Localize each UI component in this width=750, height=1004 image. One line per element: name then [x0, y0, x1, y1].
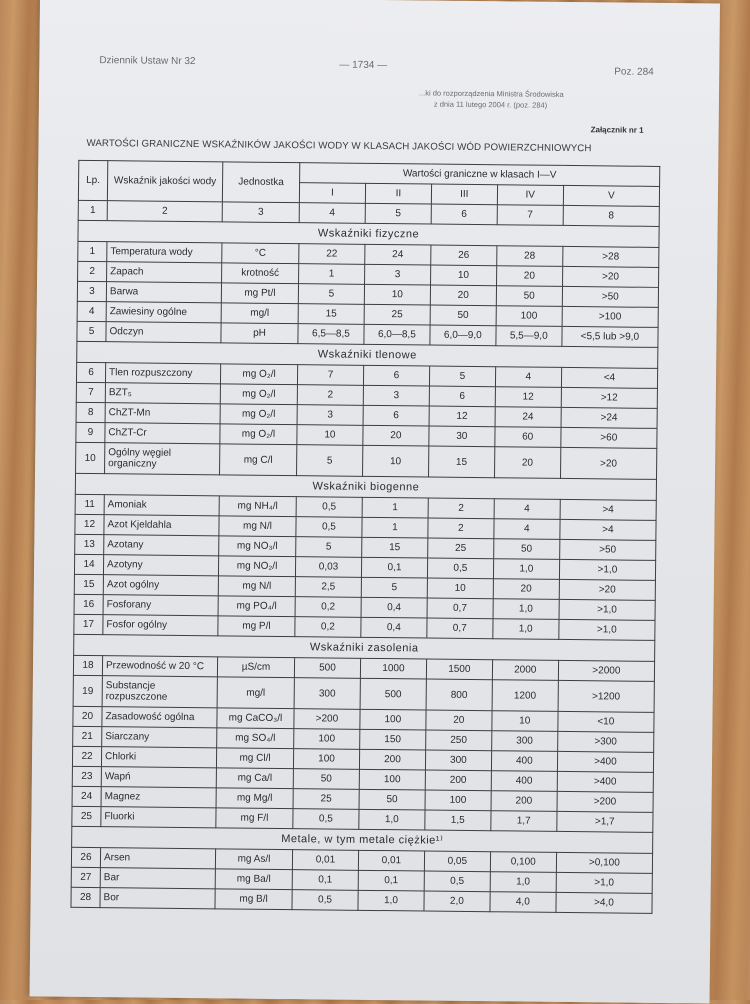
limit-value-class-4: 1200 — [492, 680, 558, 712]
limit-value-class-5: >100 — [562, 306, 658, 327]
limit-value-class-1: 100 — [293, 749, 359, 770]
column-number: 1 — [78, 200, 107, 220]
limit-value-class-3: 200 — [425, 770, 491, 791]
limit-value-class-1: 500 — [294, 658, 360, 679]
column-number: 4 — [299, 203, 365, 224]
indicator-unit: mg F/l — [216, 808, 293, 829]
row-number: 21 — [73, 726, 102, 746]
indicator-name: Zapach — [107, 262, 222, 283]
limit-value-class-1: 0,2 — [295, 597, 361, 618]
indicator-unit: mg O₂/l — [220, 404, 297, 425]
limit-value-class-5: <10 — [558, 711, 654, 732]
indicator-name: Bor — [100, 888, 215, 909]
indicator-name: Chlorki — [101, 747, 216, 768]
indicator-unit: mg SO₄/l — [217, 728, 294, 749]
limit-value-class-3: 1,5 — [425, 810, 491, 831]
limit-value-class-4: 24 — [495, 407, 561, 428]
limit-value-class-2: 100 — [359, 769, 425, 790]
limit-value-class-1: 0,5 — [296, 517, 362, 538]
limit-value-class-3: 300 — [425, 750, 491, 771]
indicator-name: Zawiesiny ogólne — [106, 302, 221, 323]
limit-value-class-1: 5 — [296, 537, 362, 558]
limit-value-class-3: 2,0 — [424, 891, 490, 912]
limit-value-class-3: 5 — [429, 366, 495, 387]
limit-value-class-4: 50 — [493, 539, 559, 560]
limit-value-class-1: 0,1 — [292, 870, 358, 891]
limit-value-class-2: 20 — [363, 425, 429, 446]
section-title: Wskaźniki zasolenia — [74, 634, 655, 661]
limit-value-class-5: >0,100 — [556, 852, 652, 873]
limit-value-class-5: >20 — [559, 579, 655, 600]
column-number: 6 — [431, 204, 497, 225]
indicator-name: Azotyny — [103, 555, 218, 576]
row-number: 10 — [76, 442, 105, 473]
limit-value-class-3: 26 — [431, 245, 497, 266]
section-title: Wskaźniki biogenne — [75, 473, 656, 500]
indicator-unit: µS/cm — [217, 657, 294, 678]
limit-value-class-1: 3 — [297, 405, 363, 426]
limit-value-class-5: >60 — [561, 427, 657, 448]
column-number: 3 — [222, 202, 299, 223]
limit-value-class-2: 24 — [365, 244, 431, 265]
indicator-unit: mg O₂/l — [220, 424, 297, 445]
indicator-unit: mg CaCO₃/l — [217, 708, 294, 729]
class-header: II — [365, 183, 431, 204]
indicator-unit: mg Cl/l — [216, 748, 293, 769]
row-number: 22 — [72, 746, 101, 766]
row-number: 27 — [71, 867, 100, 887]
limit-value-class-1: 7 — [297, 365, 363, 386]
header-limits: Wartości graniczne w klasach I—V — [300, 163, 660, 187]
indicator-unit: mg B/l — [215, 889, 292, 910]
row-number: 16 — [74, 594, 103, 614]
limit-value-class-2: 50 — [359, 789, 425, 810]
limit-value-class-5: >1,0 — [559, 599, 655, 620]
limit-value-class-4: 1,7 — [491, 811, 557, 832]
limit-value-class-4: 100 — [496, 306, 562, 327]
limit-value-class-5: >1,0 — [556, 872, 652, 893]
class-header: V — [563, 185, 659, 206]
limit-value-class-5: >50 — [559, 539, 655, 560]
indicator-unit: pH — [221, 323, 298, 344]
page-number: — 1734 — — [339, 59, 388, 72]
limit-value-class-3: 0,05 — [424, 851, 490, 872]
regulation-line-2: z dnia 11 lutego 2004 r. (poz. 284) — [433, 99, 548, 110]
limit-value-class-4: 1,0 — [493, 599, 559, 620]
attachment-label: Załącznik nr 1 — [590, 125, 644, 135]
limit-value-class-4: 400 — [491, 771, 557, 792]
row-number: 3 — [77, 281, 106, 301]
header-indicator: Wskaźnik jakości wody — [107, 161, 222, 202]
limit-value-class-5: >20 — [562, 266, 658, 287]
limit-value-class-3: 20 — [430, 285, 496, 306]
limit-value-class-2: 0,4 — [361, 617, 427, 638]
limit-value-class-2: 5 — [361, 577, 427, 598]
row-number: 19 — [73, 675, 102, 706]
limit-value-class-5: >12 — [561, 387, 657, 408]
indicator-name: Fosfor ogólny — [103, 615, 218, 636]
limit-value-class-3: 6,0—9,0 — [430, 325, 496, 346]
row-number: 17 — [74, 614, 103, 634]
indicator-name: ChZT-Mn — [105, 403, 220, 424]
journal-name: Dziennik Ustaw Nr 32 — [99, 55, 196, 68]
indicator-name: Barwa — [106, 282, 221, 303]
limit-value-class-3: 10 — [430, 265, 496, 286]
indicator-unit: mg N/l — [218, 576, 295, 597]
limit-value-class-3: 10 — [427, 578, 493, 599]
indicator-name: Substancje rozpuszczone — [102, 676, 217, 708]
indicator-unit: mg O₂/l — [220, 384, 297, 405]
limit-value-class-5: >300 — [557, 731, 653, 752]
regulation-line-1: ...ki do rozporządzenia Ministra Środowiska — [418, 88, 564, 99]
indicator-unit: mg NO₂/l — [218, 556, 295, 577]
indicator-unit: °C — [222, 243, 299, 264]
row-number: 12 — [75, 514, 104, 534]
limit-value-class-1: 22 — [299, 244, 365, 265]
limit-value-class-4: 4 — [494, 519, 560, 540]
indicator-name: BZT₅ — [105, 383, 220, 404]
indicator-name: Amoniak — [104, 495, 219, 516]
limit-value-class-4: 2000 — [492, 660, 558, 681]
indicator-name: Fosforany — [103, 595, 218, 616]
indicator-unit: mg N/l — [219, 516, 296, 537]
row-number: 13 — [75, 534, 104, 554]
limit-value-class-1: 100 — [294, 729, 360, 750]
limit-value-class-2: 3 — [363, 385, 429, 406]
indicator-name: Arsen — [100, 848, 215, 869]
limit-value-class-2: 1,0 — [358, 890, 424, 911]
indicator-name: Magnez — [101, 787, 216, 808]
limit-value-class-2: 1000 — [360, 658, 426, 679]
section-title: Metale, w tym metale ciężkie¹⁾ — [72, 826, 653, 853]
limit-value-class-3: 25 — [428, 538, 494, 559]
limit-value-class-2: 150 — [360, 729, 426, 750]
indicator-name: Azot Kjeldahla — [104, 515, 219, 536]
indicator-unit: mg As/l — [215, 849, 292, 870]
limit-value-class-5: >1,0 — [559, 559, 655, 580]
limit-value-class-3: 1500 — [426, 659, 492, 680]
limit-value-class-4: 5,5—9,0 — [496, 326, 562, 347]
indicator-unit: mg NH₄/l — [219, 496, 296, 517]
row-number: 9 — [76, 422, 105, 442]
row-number: 28 — [71, 887, 100, 907]
column-number: 8 — [563, 205, 659, 226]
row-number: 8 — [76, 402, 105, 422]
limit-value-class-4: 50 — [496, 286, 562, 307]
table-body — [71, 220, 659, 913]
limit-value-class-2: 6 — [363, 405, 429, 426]
limit-value-class-1: 0,01 — [292, 850, 358, 871]
limit-value-class-4: 0,100 — [490, 852, 556, 873]
header-lp: Lp. — [78, 160, 107, 200]
indicator-name: Azot ogólny — [103, 575, 218, 596]
limit-value-class-1: 6,5—8,5 — [298, 324, 364, 345]
row-number: 20 — [73, 706, 102, 726]
indicator-name: Przewodność w 20 °C — [102, 656, 217, 677]
limit-value-class-1: 25 — [293, 789, 359, 810]
limit-value-class-1: 300 — [294, 678, 360, 710]
row-number: 11 — [75, 494, 104, 514]
limit-value-class-2: 25 — [364, 304, 430, 325]
limit-value-class-4: 20 — [493, 579, 559, 600]
document-title: WARTOŚCI GRANICZNE WSKAŹNIKÓW JAKOŚCI WODY W KLASACH JAKOŚCI WÓD POWIERZCHNIOWYCH — [86, 137, 592, 155]
limit-value-class-3: 0,5 — [424, 871, 490, 892]
limit-value-class-1: 50 — [293, 769, 359, 790]
limit-value-class-3: 2 — [428, 498, 494, 519]
limit-value-class-3: 0,5 — [427, 558, 493, 579]
indicator-unit: mg/l — [221, 303, 298, 324]
row-number: 7 — [76, 382, 105, 402]
position-number: Poz. 284 — [614, 66, 654, 78]
limit-value-class-5: >200 — [557, 791, 653, 812]
limit-value-class-1: 0,2 — [295, 617, 361, 638]
row-number: 24 — [72, 786, 101, 806]
limit-value-class-4: 200 — [491, 791, 557, 812]
section-title: Wskaźniki tlenowe — [77, 341, 658, 368]
indicator-unit: mg Mg/l — [216, 788, 293, 809]
limit-value-class-4: 1,0 — [493, 559, 559, 580]
limit-value-class-5: >1,0 — [559, 619, 655, 640]
limit-value-class-5: >4,0 — [556, 892, 652, 913]
section-title: Wskaźniki fizyczne — [78, 220, 659, 247]
indicator-unit: mg Pt/l — [221, 283, 298, 304]
indicator-name: Odczyn — [106, 322, 221, 343]
limit-value-class-4: 10 — [492, 711, 558, 732]
limit-value-class-4: 20 — [496, 266, 562, 287]
limit-value-class-2: 500 — [360, 678, 426, 710]
limit-value-class-1: 0,5 — [292, 890, 358, 911]
limit-value-class-4: 300 — [491, 731, 557, 752]
water-quality-table — [70, 160, 660, 914]
limit-value-class-2: 10 — [364, 284, 430, 305]
limit-value-class-3: 15 — [428, 446, 494, 478]
limit-value-class-2: 6 — [363, 365, 429, 386]
limit-value-class-4: 60 — [495, 427, 561, 448]
limit-value-class-4: 20 — [494, 447, 560, 479]
limit-value-class-1: >200 — [294, 709, 360, 730]
limit-value-class-2: 0,1 — [358, 870, 424, 891]
indicator-name: Azotany — [104, 535, 219, 556]
class-header: III — [431, 184, 497, 205]
limit-value-class-2: 0,4 — [361, 597, 427, 618]
indicator-name: Siarczany — [102, 727, 217, 748]
column-number: 5 — [365, 203, 431, 224]
indicator-name: Ogólny węgiel organiczny — [105, 443, 220, 475]
indicator-name: Zasadowość ogólna — [102, 707, 217, 728]
limit-value-class-3: 800 — [426, 679, 492, 711]
row-number: 23 — [72, 766, 101, 786]
indicator-name: Temperatura wody — [107, 242, 222, 263]
indicator-name: Tlen rozpuszczony — [105, 363, 220, 384]
indicator-unit: krotność — [222, 263, 299, 284]
column-number: 2 — [107, 201, 222, 222]
indicator-unit: mg C/l — [220, 444, 297, 476]
limit-value-class-2: 1,0 — [359, 809, 425, 830]
indicator-unit: mg/l — [217, 677, 294, 709]
limit-value-class-4: 1,0 — [493, 619, 559, 640]
row-number: 5 — [77, 321, 106, 341]
column-number: 7 — [497, 205, 563, 226]
limit-value-class-3: 250 — [426, 730, 492, 751]
row-number: 25 — [72, 806, 101, 826]
row-number: 6 — [76, 362, 105, 382]
limit-value-class-2: 200 — [359, 749, 425, 770]
limit-value-class-5: >20 — [560, 447, 657, 479]
limit-value-class-1: 0,5 — [296, 497, 362, 518]
indicator-unit: mg P/l — [218, 616, 295, 637]
limit-value-class-3: 50 — [430, 305, 496, 326]
indicator-name: Bar — [100, 868, 215, 889]
limit-value-class-4: 4 — [495, 367, 561, 388]
limit-value-class-5: >4 — [560, 519, 656, 540]
limit-value-class-2: 3 — [364, 264, 430, 285]
indicator-name: Wapń — [101, 767, 216, 788]
indicator-unit: mg Ca/l — [216, 768, 293, 789]
limit-value-class-2: 100 — [360, 709, 426, 730]
limit-value-class-1: 10 — [297, 425, 363, 446]
limit-value-class-3: 6 — [429, 386, 495, 407]
indicator-unit: mg Ba/l — [215, 869, 292, 890]
limit-value-class-1: 2,5 — [295, 577, 361, 598]
limit-value-class-5: >50 — [562, 286, 658, 307]
limit-value-class-1: 1 — [299, 264, 365, 285]
indicator-name: Fluorki — [101, 807, 216, 828]
limit-value-class-5: >24 — [561, 407, 657, 428]
limit-value-class-1: 0,5 — [293, 809, 359, 830]
limit-value-class-2: 0,01 — [358, 850, 424, 871]
limit-value-class-5: >28 — [562, 246, 658, 267]
limit-value-class-3: 0,7 — [427, 618, 493, 639]
header-unit: Jednostka — [222, 162, 299, 203]
limit-value-class-4: 400 — [491, 751, 557, 772]
limit-value-class-4: 4,0 — [490, 892, 556, 913]
limit-value-class-2: 0,1 — [361, 557, 427, 578]
class-header: IV — [497, 185, 563, 206]
limit-value-class-2: 1 — [362, 497, 428, 518]
limit-value-class-4: 4 — [494, 499, 560, 520]
limit-value-class-5: >400 — [557, 751, 653, 772]
limit-value-class-3: 20 — [426, 710, 492, 731]
limit-value-class-2: 6,0—8,5 — [364, 324, 430, 345]
limit-value-class-1: 2 — [297, 385, 363, 406]
limit-value-class-3: 2 — [428, 518, 494, 539]
limit-value-class-4: 28 — [497, 246, 563, 267]
row-number: 15 — [74, 574, 103, 594]
indicator-unit: mg NO₃/l — [219, 536, 296, 557]
limit-value-class-5: <4 — [561, 367, 657, 388]
limit-value-class-5: >1200 — [558, 680, 655, 712]
limit-value-class-3: 12 — [429, 406, 495, 427]
limit-value-class-3: 0,7 — [427, 598, 493, 619]
indicator-unit: mg O₂/l — [220, 364, 297, 385]
row-number: 1 — [78, 241, 107, 261]
indicator-unit: mg PO₄/l — [218, 596, 295, 617]
row-number: 26 — [71, 847, 100, 867]
row-number: 4 — [77, 301, 106, 321]
limit-value-class-2: 10 — [362, 445, 428, 477]
row-number: 2 — [78, 261, 107, 281]
limit-value-class-5: >1,7 — [557, 811, 653, 832]
limit-value-class-3: 30 — [429, 426, 495, 447]
indicator-name: ChZT-Cr — [105, 423, 220, 444]
limit-value-class-5: >400 — [557, 771, 653, 792]
limit-value-class-1: 5 — [298, 284, 364, 305]
limit-value-class-2: 15 — [362, 537, 428, 558]
row-number: 14 — [74, 554, 103, 574]
document-page — [30, 0, 720, 1004]
limit-value-class-1: 5 — [297, 445, 363, 477]
limit-value-class-4: 12 — [495, 387, 561, 408]
limit-value-class-4: 1,0 — [490, 872, 556, 893]
limit-value-class-1: 15 — [298, 304, 364, 325]
row-number: 18 — [73, 655, 102, 675]
limit-value-class-2: 1 — [362, 517, 428, 538]
limit-value-class-5: >4 — [560, 499, 656, 520]
limit-value-class-5: >2000 — [558, 660, 654, 681]
limit-value-class-1: 0,03 — [295, 557, 361, 578]
limit-value-class-3: 100 — [425, 790, 491, 811]
class-header: I — [299, 183, 365, 204]
limit-value-class-5: <5,5 lub >9,0 — [562, 326, 658, 347]
